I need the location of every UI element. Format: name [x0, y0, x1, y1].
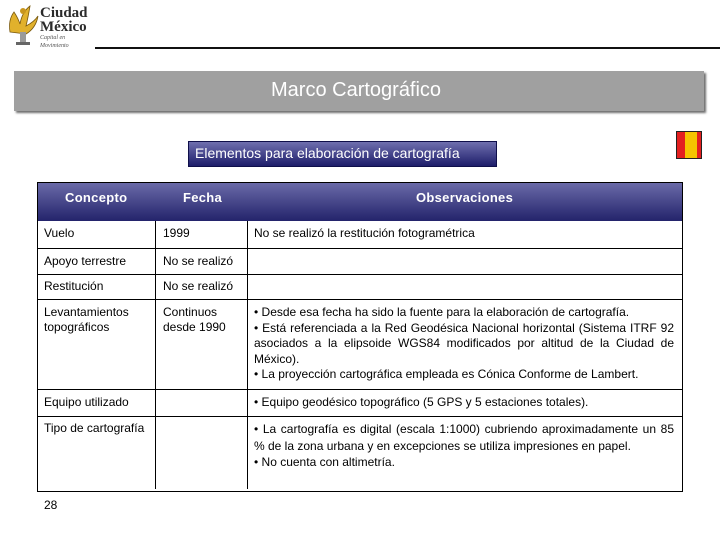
observation-line: • Equipo geodésico topográfico (5 GPS y 5 estaciones totales).: [254, 395, 589, 409]
ciudad-mexico-logo: [6, 2, 92, 49]
observation-line: No se realizó la restitución fotogramétrica: [254, 226, 475, 240]
cell-concepto: Levantamientos topográficos: [44, 305, 129, 334]
section-subtitle: Elementos para elaboración de cartografía: [195, 145, 460, 161]
row-divider: [38, 274, 682, 275]
logo-wordmark: [40, 6, 92, 50]
swatch-red-edge: [697, 132, 701, 158]
logo-tagline: Capital en Movimiento: [40, 35, 69, 49]
cell-concepto: Vuelo: [44, 226, 75, 240]
row-divider: [38, 299, 682, 300]
observation-line: • Está referenciada a la Red Geodésica Nacional horizontal (Sistema ITRF 92 asociados a la elipsoide WGS84 modificados por altitud de la Ciudad de México).: [254, 320, 674, 366]
cell-observaciones: [254, 226, 674, 241]
title-bar: [14, 71, 704, 111]
header-divider: [95, 47, 720, 49]
page-number: 28: [44, 498, 58, 512]
logo-line-ciudad: Ciudad: [40, 5, 88, 21]
cell-concepto: Equipo utilizado: [44, 395, 129, 409]
cell-fecha: No se realizó: [163, 279, 234, 293]
observation-line: • No cuenta con altimetría.: [254, 455, 395, 469]
cell-fecha: 1999: [163, 226, 190, 240]
cell-fecha: Continuos desde 1990: [163, 305, 226, 334]
subtitle-bar: [188, 141, 497, 167]
table-header: [38, 183, 682, 221]
angel-emblem-icon: [6, 2, 40, 46]
cartography-table: [37, 182, 683, 492]
observation-line: • Desde esa fecha ha sido la fuente para la elaboración de cartografía.: [254, 305, 630, 319]
header-observaciones: Observaciones: [416, 190, 514, 205]
observation-line: • La cartografía es digital (escala 1:1000) cubriendo aproximadamente un 85 % de la zona urbana y en excepciones se utiliza impresiones en papel.: [254, 422, 674, 453]
cell-fecha: No se realizó: [163, 254, 234, 268]
header-concepto: Concepto: [65, 190, 128, 205]
header-fecha: Fecha: [183, 190, 223, 205]
swatch-yellow: [685, 132, 697, 158]
swatch-red: [677, 132, 685, 158]
cell-observaciones: [254, 395, 674, 410]
column-divider: [155, 221, 156, 489]
cell-observaciones: [254, 305, 674, 383]
cell-concepto: Apoyo terrestre: [44, 254, 127, 268]
cell-concepto: Tipo de cartografía: [44, 421, 145, 435]
row-divider: [38, 389, 682, 390]
row-divider: [38, 416, 682, 417]
logo-line-mexico: México: [40, 19, 87, 35]
cell-concepto: Restitución: [44, 279, 104, 293]
observation-line: • La proyección cartográfica empleada es Cónica Conforme de Lambert.: [254, 367, 639, 381]
row-divider: [38, 248, 682, 249]
color-swatch-icon: [676, 131, 702, 159]
cell-observaciones: [254, 421, 674, 471]
page-title: Marco Cartográfico: [271, 79, 442, 101]
